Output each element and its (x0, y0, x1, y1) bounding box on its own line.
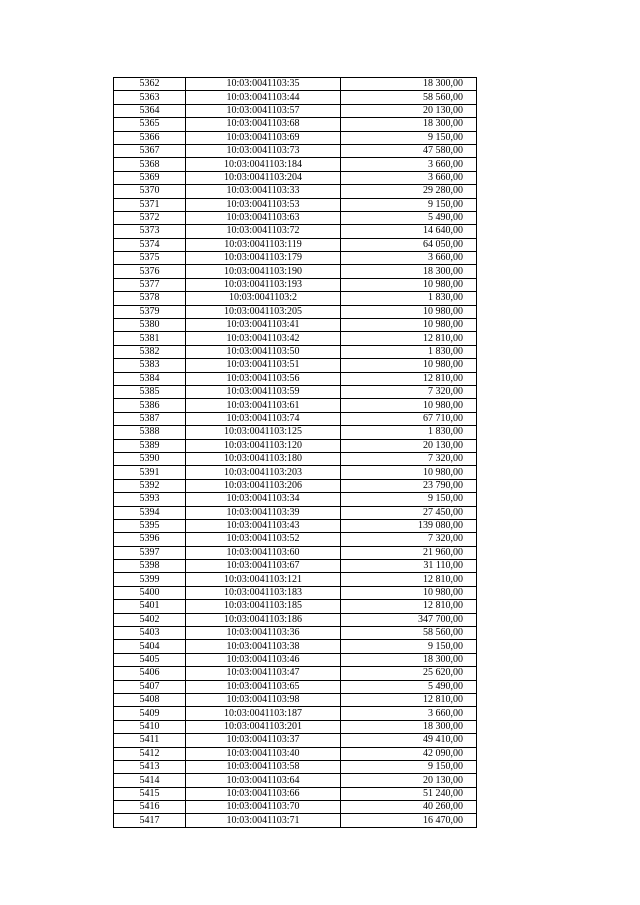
row-number-cell: 5402 (114, 613, 186, 626)
amount-cell: 10 980,00 (341, 399, 477, 412)
cadastral-number-cell: 10:03:0041103:37 (186, 734, 341, 747)
row-number-cell: 5412 (114, 747, 186, 760)
row-number-cell: 5387 (114, 412, 186, 425)
cadastral-number-cell: 10:03:0041103:63 (186, 211, 341, 224)
row-number-cell: 5413 (114, 760, 186, 773)
table-row (114, 319, 477, 332)
cadastral-number-cell: 10:03:0041103:47 (186, 667, 341, 680)
row-number-cell: 5386 (114, 399, 186, 412)
row-number-cell: 5368 (114, 158, 186, 171)
amount-cell: 27 450,00 (341, 506, 477, 519)
amount-cell: 3 660,00 (341, 171, 477, 184)
cadastral-number-cell: 10:03:0041103:72 (186, 225, 341, 238)
table-row (114, 211, 477, 224)
row-number-cell: 5374 (114, 238, 186, 251)
amount-cell: 23 790,00 (341, 479, 477, 492)
amount-cell: 9 150,00 (341, 131, 477, 144)
cadastral-number-cell: 10:03:0041103:44 (186, 91, 341, 104)
table-row (114, 707, 477, 720)
cadastral-number-cell: 10:03:0041103:201 (186, 720, 341, 733)
amount-cell: 9 150,00 (341, 198, 477, 211)
row-number-cell: 5404 (114, 640, 186, 653)
table-row (114, 627, 477, 640)
cadastral-number-cell: 10:03:0041103:73 (186, 144, 341, 157)
table-row (114, 667, 477, 680)
cadastral-number-cell: 10:03:0041103:74 (186, 412, 341, 425)
row-number-cell: 5364 (114, 104, 186, 117)
row-number-cell: 5382 (114, 345, 186, 358)
table-row (114, 600, 477, 613)
amount-cell: 12 810,00 (341, 372, 477, 385)
row-number-cell: 5393 (114, 493, 186, 506)
row-number-cell: 5398 (114, 560, 186, 573)
row-number-cell: 5395 (114, 519, 186, 532)
cadastral-number-cell: 10:03:0041103:193 (186, 278, 341, 291)
amount-cell: 9 150,00 (341, 760, 477, 773)
cadastral-number-cell: 10:03:0041103:190 (186, 265, 341, 278)
row-number-cell: 5406 (114, 667, 186, 680)
table-row (114, 546, 477, 559)
amount-cell: 18 300,00 (341, 653, 477, 666)
table-row (114, 613, 477, 626)
amount-cell: 9 150,00 (341, 493, 477, 506)
row-number-cell: 5365 (114, 118, 186, 131)
amount-cell: 5 490,00 (341, 680, 477, 693)
amount-cell: 58 560,00 (341, 91, 477, 104)
table-row (114, 506, 477, 519)
row-number-cell: 5399 (114, 573, 186, 586)
row-number-cell: 5362 (114, 78, 186, 91)
row-number-cell: 5376 (114, 265, 186, 278)
row-number-cell: 5394 (114, 506, 186, 519)
amount-cell: 58 560,00 (341, 627, 477, 640)
cadastral-number-cell: 10:03:0041103:58 (186, 760, 341, 773)
cadastral-number-cell: 10:03:0041103:71 (186, 814, 341, 827)
row-number-cell: 5410 (114, 720, 186, 733)
amount-cell: 20 130,00 (341, 104, 477, 117)
amount-cell: 1 830,00 (341, 345, 477, 358)
row-number-cell: 5390 (114, 452, 186, 465)
amount-cell: 12 810,00 (341, 332, 477, 345)
cadastral-number-cell: 10:03:0041103:205 (186, 305, 341, 318)
table-row (114, 573, 477, 586)
cadastral-number-cell: 10:03:0041103:2 (186, 292, 341, 305)
table-row (114, 680, 477, 693)
cadastral-number-cell: 10:03:0041103:50 (186, 345, 341, 358)
amount-cell: 7 320,00 (341, 533, 477, 546)
table-row (114, 493, 477, 506)
table-row (114, 720, 477, 733)
amount-cell: 10 980,00 (341, 305, 477, 318)
amount-cell: 3 660,00 (341, 252, 477, 265)
table-row (114, 144, 477, 157)
cadastral-number-cell: 10:03:0041103:42 (186, 332, 341, 345)
table-row (114, 372, 477, 385)
amount-cell: 25 620,00 (341, 667, 477, 680)
table-row (114, 399, 477, 412)
amount-cell: 18 300,00 (341, 78, 477, 91)
amount-cell: 29 280,00 (341, 185, 477, 198)
amount-cell: 3 660,00 (341, 707, 477, 720)
table-row (114, 439, 477, 452)
cadastral-number-cell: 10:03:0041103:34 (186, 493, 341, 506)
amount-cell: 49 410,00 (341, 734, 477, 747)
row-number-cell: 5408 (114, 693, 186, 706)
cadastral-number-cell: 10:03:0041103:185 (186, 600, 341, 613)
row-number-cell: 5372 (114, 211, 186, 224)
table-row (114, 332, 477, 345)
row-number-cell: 5411 (114, 734, 186, 747)
cadastral-number-cell: 10:03:0041103:180 (186, 452, 341, 465)
cadastral-number-cell: 10:03:0041103:46 (186, 653, 341, 666)
row-number-cell: 5392 (114, 479, 186, 492)
cadastral-number-cell: 10:03:0041103:120 (186, 439, 341, 452)
amount-cell: 18 300,00 (341, 118, 477, 131)
table-row (114, 760, 477, 773)
row-number-cell: 5389 (114, 439, 186, 452)
table-row (114, 519, 477, 532)
table-row (114, 292, 477, 305)
table-row (114, 801, 477, 814)
amount-cell: 12 810,00 (341, 693, 477, 706)
table-row (114, 774, 477, 787)
table-row (114, 734, 477, 747)
amount-cell: 14 640,00 (341, 225, 477, 238)
row-number-cell: 5400 (114, 586, 186, 599)
cadastral-number-cell: 10:03:0041103:98 (186, 693, 341, 706)
row-number-cell: 5375 (114, 252, 186, 265)
cadastral-number-cell: 10:03:0041103:125 (186, 426, 341, 439)
cadastral-number-cell: 10:03:0041103:187 (186, 707, 341, 720)
cadastral-number-cell: 10:03:0041103:70 (186, 801, 341, 814)
row-number-cell: 5417 (114, 814, 186, 827)
table-row (114, 560, 477, 573)
row-number-cell: 5363 (114, 91, 186, 104)
cadastral-number-cell: 10:03:0041103:183 (186, 586, 341, 599)
row-number-cell: 5367 (114, 144, 186, 157)
cadastral-number-cell: 10:03:0041103:51 (186, 359, 341, 372)
table-row (114, 104, 477, 117)
cadastral-number-cell: 10:03:0041103:60 (186, 546, 341, 559)
row-number-cell: 5378 (114, 292, 186, 305)
table-row (114, 131, 477, 144)
cadastral-number-cell: 10:03:0041103:40 (186, 747, 341, 760)
cadastral-number-cell: 10:03:0041103:179 (186, 252, 341, 265)
amount-cell: 47 580,00 (341, 144, 477, 157)
cadastral-number-cell: 10:03:0041103:121 (186, 573, 341, 586)
cadastral-number-cell: 10:03:0041103:53 (186, 198, 341, 211)
registry-table (113, 77, 477, 828)
amount-cell: 20 130,00 (341, 439, 477, 452)
cadastral-number-cell: 10:03:0041103:52 (186, 533, 341, 546)
amount-cell: 67 710,00 (341, 412, 477, 425)
amount-cell: 1 830,00 (341, 426, 477, 439)
row-number-cell: 5371 (114, 198, 186, 211)
cadastral-number-cell: 10:03:0041103:66 (186, 787, 341, 800)
cadastral-number-cell: 10:03:0041103:65 (186, 680, 341, 693)
table-row (114, 693, 477, 706)
table-row (114, 252, 477, 265)
table-row (114, 466, 477, 479)
cadastral-number-cell: 10:03:0041103:36 (186, 627, 341, 640)
table-row (114, 171, 477, 184)
table-row (114, 345, 477, 358)
table-row (114, 653, 477, 666)
row-number-cell: 5377 (114, 278, 186, 291)
registry-table-body (114, 78, 477, 828)
table-row (114, 814, 477, 827)
amount-cell: 9 150,00 (341, 640, 477, 653)
cadastral-number-cell: 10:03:0041103:206 (186, 479, 341, 492)
table-row (114, 479, 477, 492)
amount-cell: 3 660,00 (341, 158, 477, 171)
cadastral-number-cell: 10:03:0041103:33 (186, 185, 341, 198)
cadastral-number-cell: 10:03:0041103:184 (186, 158, 341, 171)
table-row (114, 78, 477, 91)
table-row (114, 225, 477, 238)
amount-cell: 347 700,00 (341, 613, 477, 626)
row-number-cell: 5383 (114, 359, 186, 372)
cadastral-number-cell: 10:03:0041103:57 (186, 104, 341, 117)
table-row (114, 238, 477, 251)
cadastral-number-cell: 10:03:0041103:59 (186, 385, 341, 398)
table-row (114, 158, 477, 171)
row-number-cell: 5366 (114, 131, 186, 144)
table-row (114, 278, 477, 291)
amount-cell: 7 320,00 (341, 452, 477, 465)
table-row (114, 265, 477, 278)
amount-cell: 16 470,00 (341, 814, 477, 827)
cadastral-number-cell: 10:03:0041103:67 (186, 560, 341, 573)
table-row (114, 452, 477, 465)
row-number-cell: 5370 (114, 185, 186, 198)
cadastral-number-cell: 10:03:0041103:35 (186, 78, 341, 91)
amount-cell: 40 260,00 (341, 801, 477, 814)
amount-cell: 5 490,00 (341, 211, 477, 224)
row-number-cell: 5369 (114, 171, 186, 184)
table-row (114, 586, 477, 599)
amount-cell: 10 980,00 (341, 319, 477, 332)
amount-cell: 18 300,00 (341, 720, 477, 733)
table-row (114, 118, 477, 131)
cadastral-number-cell: 10:03:0041103:69 (186, 131, 341, 144)
row-number-cell: 5385 (114, 385, 186, 398)
row-number-cell: 5397 (114, 546, 186, 559)
table-row (114, 359, 477, 372)
table-row (114, 412, 477, 425)
row-number-cell: 5407 (114, 680, 186, 693)
table-row (114, 305, 477, 318)
row-number-cell: 5415 (114, 787, 186, 800)
row-number-cell: 5409 (114, 707, 186, 720)
cadastral-number-cell: 10:03:0041103:186 (186, 613, 341, 626)
amount-cell: 10 980,00 (341, 278, 477, 291)
table-row (114, 747, 477, 760)
amount-cell: 12 810,00 (341, 573, 477, 586)
cadastral-number-cell: 10:03:0041103:119 (186, 238, 341, 251)
row-number-cell: 5396 (114, 533, 186, 546)
cadastral-number-cell: 10:03:0041103:43 (186, 519, 341, 532)
cadastral-number-cell: 10:03:0041103:41 (186, 319, 341, 332)
cadastral-number-cell: 10:03:0041103:68 (186, 118, 341, 131)
cadastral-number-cell: 10:03:0041103:203 (186, 466, 341, 479)
row-number-cell: 5405 (114, 653, 186, 666)
amount-cell: 10 980,00 (341, 359, 477, 372)
amount-cell: 20 130,00 (341, 774, 477, 787)
amount-cell: 64 050,00 (341, 238, 477, 251)
row-number-cell: 5391 (114, 466, 186, 479)
amount-cell: 18 300,00 (341, 265, 477, 278)
cadastral-number-cell: 10:03:0041103:61 (186, 399, 341, 412)
table-row (114, 426, 477, 439)
cadastral-number-cell: 10:03:0041103:39 (186, 506, 341, 519)
amount-cell: 31 110,00 (341, 560, 477, 573)
row-number-cell: 5416 (114, 801, 186, 814)
row-number-cell: 5403 (114, 627, 186, 640)
cadastral-number-cell: 10:03:0041103:204 (186, 171, 341, 184)
table-row (114, 185, 477, 198)
cadastral-number-cell: 10:03:0041103:64 (186, 774, 341, 787)
row-number-cell: 5414 (114, 774, 186, 787)
row-number-cell: 5384 (114, 372, 186, 385)
table-row (114, 385, 477, 398)
row-number-cell: 5401 (114, 600, 186, 613)
row-number-cell: 5380 (114, 319, 186, 332)
row-number-cell: 5373 (114, 225, 186, 238)
cadastral-number-cell: 10:03:0041103:38 (186, 640, 341, 653)
table-row (114, 91, 477, 104)
amount-cell: 10 980,00 (341, 586, 477, 599)
table-row (114, 198, 477, 211)
table-row (114, 640, 477, 653)
amount-cell: 21 960,00 (341, 546, 477, 559)
table-row (114, 787, 477, 800)
amount-cell: 7 320,00 (341, 385, 477, 398)
amount-cell: 12 810,00 (341, 600, 477, 613)
amount-cell: 42 090,00 (341, 747, 477, 760)
amount-cell: 1 830,00 (341, 292, 477, 305)
row-number-cell: 5388 (114, 426, 186, 439)
amount-cell: 10 980,00 (341, 466, 477, 479)
row-number-cell: 5381 (114, 332, 186, 345)
row-number-cell: 5379 (114, 305, 186, 318)
table-row (114, 533, 477, 546)
amount-cell: 51 240,00 (341, 787, 477, 800)
amount-cell: 139 080,00 (341, 519, 477, 532)
cadastral-number-cell: 10:03:0041103:56 (186, 372, 341, 385)
